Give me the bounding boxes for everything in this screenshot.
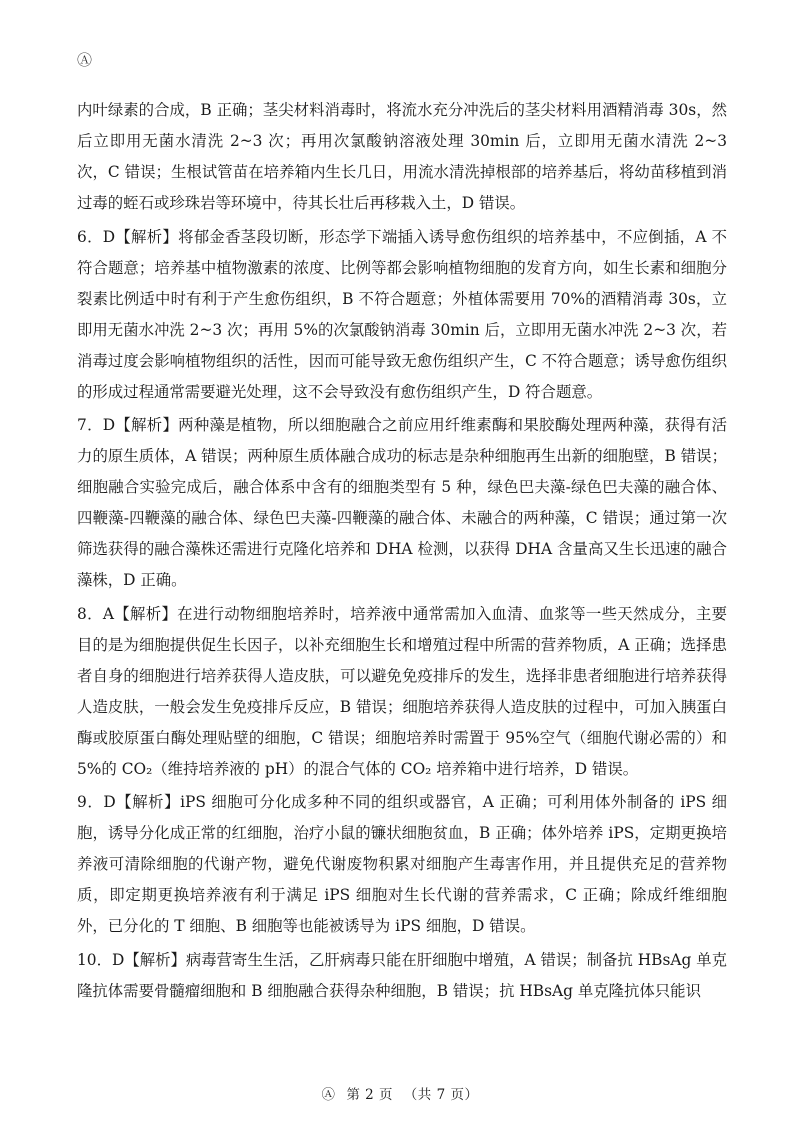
- paragraph-continuation-5: 内叶绿素的合成，B 正确；茎尖材料消毒时，将流水充分冲洗后的茎尖材料用酒精消毒 30s，然后立即用无菌水清洗 2~3 次；再用次氯酸钠溶液处理 30min 后，立即用无菌水清洗 2~3 次，C 错误；生根试管苗在培养箱内生长几日，用流水清洗掉根部的培养基后，将幼苗移植到消过毒的蛭石或珍珠岩等环境中，待其长壮后再移栽入土，D 错误。: [77, 101, 727, 212]
- paragraph-answer-6: 6．D【解析】将郁金香茎段切断，形态学下端插入诱导愈伤组织的培养基中，不应倒插，A 不符合题意；培养基中植物激素的浓度、比例等都会影响植物细胞的发育方向，如生长素和细胞分裂素比例适中时有利于产生愈伤组织，B 不符合题意；外植体需要用 70%的酒精消毒 30s，立即用无菌水冲洗 2~3 次；再用 5%的次氯酸钠消毒 30min 后，立即用无菌水冲洗 2~3 次，若消毒过度会影响植物组织的活性，因而可能导致无愈伤组织产生，C 不符合题意；诱导愈伤组织的形成过程通常需要避光处理，这不会导致没有愈伤组织产生，D 符合题意。: [77, 227, 727, 401]
- paragraph-answer-7: 7．D【解析】两种藻是植物，所以细胞融合之前应用纤维素酶和果胶酶处理两种藻，获得有活力的原生质体，A 错误；两种原生质体融合成功的标志是杂种细胞再生出新的细胞壁，B 错误；细胞融合实验完成后，融合体系中含有的细胞类型有 5 种，绿色巴夫藻-绿色巴夫藻的融合体、四鞭藻-四鞭藻的融合体、绿色巴夫藻-四鞭藻的融合体、未融合的两种藻，C 错误；通过第一次筛选获得的融合藻株还需进行克隆化培养和 DHA 检测，以获得 DHA 含量高又生长迅速的融合藻株，D 正确。: [77, 416, 727, 590]
- page-footer: [0, 1085, 800, 1105]
- paragraph-answer-10: 10．D【解析】病毒营寄生生活，乙肝病毒只能在肝细胞中增殖，A 错误；制备抗 HBsAg 单克隆抗体需要骨髓瘤细胞和 B 细胞融合获得杂种细胞，B 错误；抗 HBsAg 单克隆抗体只能识: [77, 950, 727, 1000]
- header-mark: Ⓐ: [77, 51, 93, 69]
- answer-explanations: [77, 95, 727, 1010]
- paragraph-answer-8: 8．A【解析】在进行动物细胞培养时，培养液中通常需加入血清、血浆等一些天然成分，主要目的是为细胞提供促生长因子，以补充细胞生长和增殖过程中所需的营养物质，A 正确；选择患者自身的细胞进行培养获得人造皮肤，可以避免免疫排斥的发生，选择非患者细胞进行培养获得人造皮肤，一般会发生免疫排斥反应，B 错误；细胞培养获得人造皮肤的过程中，可加入胰蛋白酶或胶原蛋白酶处理贴壁的细胞，C 错误；细胞培养时需置于 95%空气（细胞代谢必需的）和 5%的 CO₂（维持培养液的 pH）的混合气体的 CO₂ 培养箱中进行培养，D 错误。: [77, 604, 727, 778]
- paragraph-answer-9: 9．D【解析】iPS 细胞可分化成多种不同的组织或器官，A 正确；可利用体外制备的 iPS 细胞，诱导分化成正常的红细胞，治疗小鼠的镰状细胞贫血，B 正确；体外培养 iPS，定期更换培养液可清除细胞的代谢产物，避免代谢废物积累对细胞产生毒害作用，并且提供充足的营养物质，即定期更换培养液有利于满足 iPS 细胞对生长代谢的营养需求，C 正确；除成纤维细胞外，已分化的 T 细胞、B 细胞等也能被诱导为 iPS 细胞，D 错误。: [77, 793, 727, 936]
- page-total: （共 7 页）: [403, 1087, 479, 1103]
- footer-mark: Ⓐ: [321, 1087, 336, 1103]
- page-number: 第 2 页: [346, 1087, 393, 1103]
